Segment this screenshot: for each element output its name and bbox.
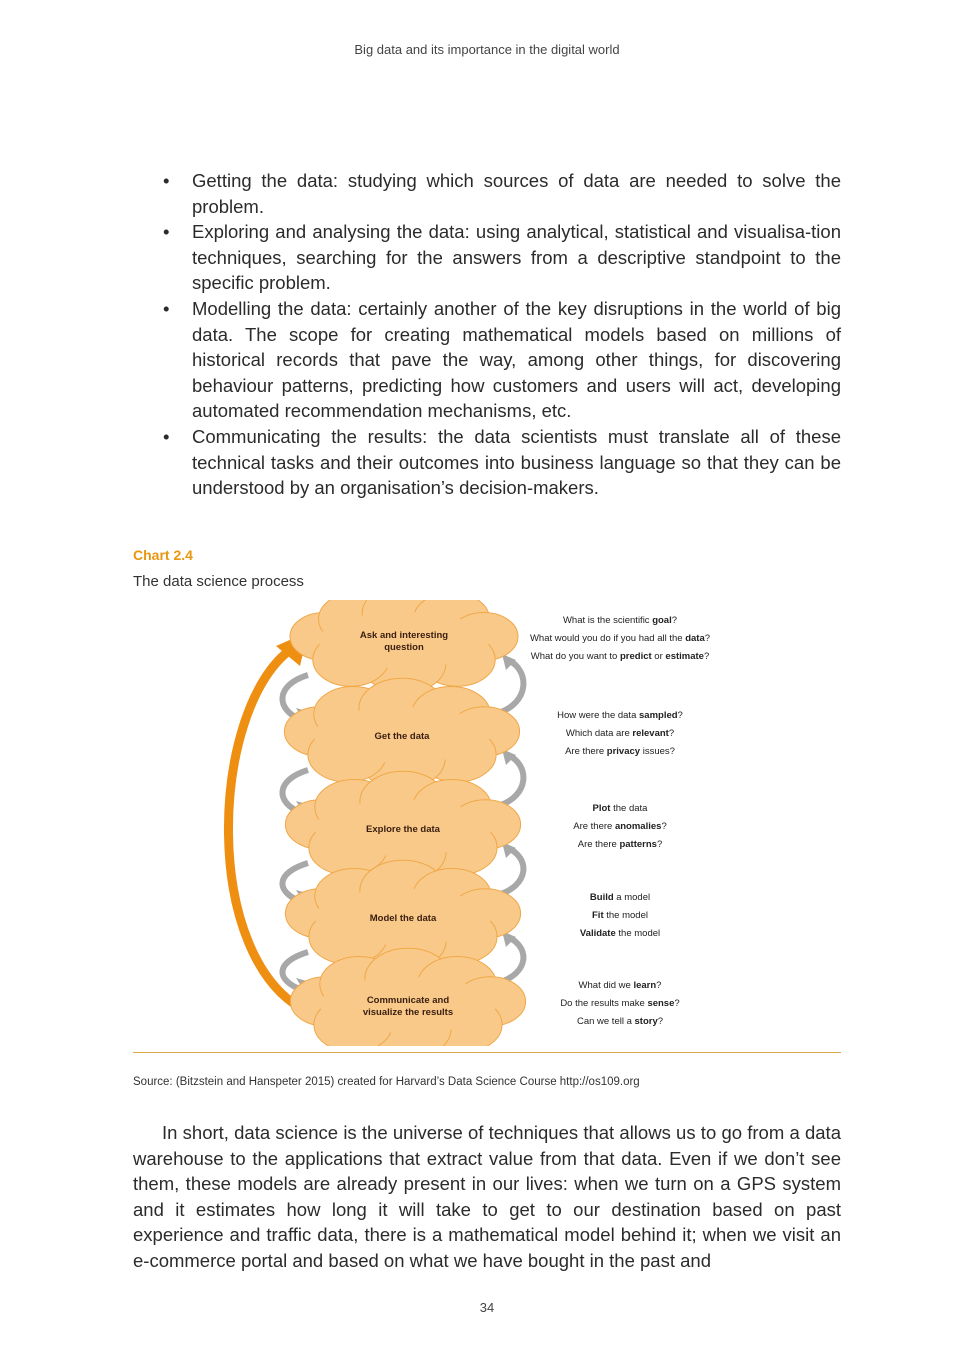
step-label: Explore the data — [366, 824, 440, 835]
question-text: ? — [671, 615, 678, 626]
step-label: question — [384, 642, 424, 653]
step-question — [557, 710, 683, 721]
chart-source: Source: (Bitzstein and Hanspeter 2015) created for Harvard’s Data Science Course http://os109.org — [133, 1076, 640, 1088]
process-step-cloud — [290, 948, 525, 1046]
question-emphasis: anomalies — [614, 821, 662, 832]
step-question — [530, 633, 710, 644]
step-label: Ask and interesting — [359, 630, 449, 641]
bullet-item: • Modelling the data: certainly another of the key disruptions in the world of big data. The scope for creating mathematical models based on millions of historical records that pave the way, among other things, for discovering behaviour patterns, predicting how customers and users will act, developing automated recommendation mechanisms, etc. — [133, 296, 841, 424]
question-text: issues? — [640, 746, 675, 757]
question-emphasis: estimate — [665, 651, 704, 662]
question-text: ? — [661, 821, 667, 832]
step-question — [531, 651, 710, 662]
step-question — [563, 615, 677, 626]
question-text: Are there — [577, 839, 620, 850]
step-question — [565, 746, 675, 757]
step-question — [578, 839, 663, 850]
step-label: Communicate and — [366, 995, 450, 1006]
question-text: Do the results make — [560, 998, 648, 1009]
step-question — [590, 892, 650, 903]
question-emphasis: sense — [647, 998, 675, 1009]
question-text: What do you want to — [530, 651, 620, 662]
question-text: ? — [704, 633, 711, 644]
body-paragraph: In short, data science is the universe of techniques that allows us to go from a data warehouse to the applications that extract value from that data. Even if we don’t see them, these models are already present in our lives: when we turn on a GPS system and it estimates how long it will take to get to our destination based on past experience and traffic data, there is a mathematical model behind it; when we visit an e-commerce portal and based on what we have bought in the past and — [133, 1122, 841, 1271]
question-text: What would you do if you had all the — [529, 633, 686, 644]
bullet-item: • Getting the data: studying which sources of data are needed to solve the problem. — [133, 168, 841, 219]
question-text: Can we tell a — [576, 1016, 635, 1027]
step-question — [566, 728, 674, 739]
step-question — [560, 998, 679, 1009]
question-emphasis: learn — [633, 980, 657, 991]
question-text: Which data are — [565, 728, 633, 739]
question-text: What is the scientific — [562, 615, 653, 626]
question-text: ? — [656, 980, 662, 991]
step-question — [593, 803, 649, 814]
question-text: the model — [603, 910, 648, 921]
step-question — [592, 910, 648, 921]
loop-arrow-right — [498, 937, 523, 983]
question-emphasis: story — [634, 1016, 658, 1027]
question-emphasis: patterns — [619, 839, 657, 850]
bullet-list — [133, 168, 841, 501]
step-question — [573, 821, 666, 832]
question-emphasis: goal — [652, 615, 672, 626]
question-text: ? — [674, 998, 680, 1009]
question-text: What did we — [578, 980, 634, 991]
question-emphasis: sampled — [639, 710, 678, 721]
question-text: ? — [677, 710, 683, 721]
question-emphasis: privacy — [606, 746, 641, 757]
question-text: ? — [657, 1016, 664, 1027]
question-text: ? — [656, 839, 663, 850]
question-text: a model — [613, 892, 651, 903]
step-question — [580, 928, 660, 939]
loop-arrow-right — [498, 660, 523, 713]
bullet-item: • Communicating the results: the data scientists must translate all of these technical tasks and their outcomes into business language so that they can be understood by an organisation’s decision-makers. — [133, 424, 841, 501]
loop-arrow-right — [498, 848, 523, 895]
step-label: Model the data — [369, 913, 437, 924]
question-emphasis: Fit — [592, 910, 604, 921]
question-emphasis: predict — [619, 651, 652, 662]
question-emphasis: Validate — [579, 928, 616, 939]
chart-label: Chart 2.4 — [133, 547, 193, 563]
question-text: How were the data — [557, 710, 640, 721]
page-number: 34 — [479, 1300, 495, 1315]
question-text: the data — [610, 803, 648, 814]
step-label: Get the data — [374, 731, 430, 742]
step-question — [579, 980, 662, 991]
chart-title: The data science process — [133, 573, 304, 590]
data-science-process-diagram — [130, 600, 842, 1046]
question-text: or — [651, 651, 666, 662]
question-text: ? — [703, 651, 710, 662]
loop-arrow-right — [498, 755, 523, 806]
question-text: ? — [668, 728, 675, 739]
question-text: Are there — [573, 821, 615, 832]
question-emphasis: Build — [589, 892, 614, 903]
question-text: Are there — [565, 746, 607, 757]
question-text: the model — [615, 928, 661, 939]
step-question — [577, 1016, 663, 1027]
divider — [133, 1052, 841, 1053]
step-label: visualize the results — [362, 1007, 454, 1018]
running-header: Big data and its importance in the digital world — [354, 42, 620, 57]
bullet-item: • Exploring and analysing the data: using analytical, statistical and visualisa-tion techniques, searching for the answers from a descriptive standpoint to the specific problem. — [133, 219, 841, 296]
question-emphasis: data — [685, 633, 705, 644]
question-emphasis: Plot — [592, 803, 611, 814]
question-emphasis: relevant — [632, 728, 669, 739]
